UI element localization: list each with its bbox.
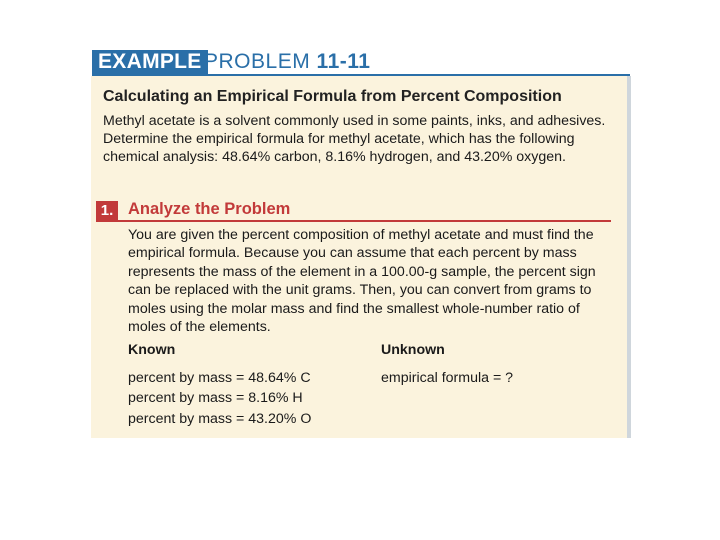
known-item-hydrogen: percent by mass = 8.16% H [128,390,303,406]
problem-number: 11-11 [316,50,371,73]
problem-intro [103,112,613,166]
known-heading: Known [128,342,176,358]
intro-text: Methyl acetate is a solvent commonly used in some paints, inks, and adhesives. Determine the empirical formula for methyl acetate, which has the following chemical analysis: 48.64% carbon, 8.16% hydrogen, and 43.20% oxygen. [103,113,606,165]
step-title: Analyze the Problem [128,200,291,218]
analysis-text: You are given the percent composition of methyl acetate and must find the empirical formula. Because you can assume that each percent by mass represents the mass of the element in a 100.00-g sample, the percent sign can be replaced with the unit grams. Then, you can convert from grams to moles using the molar mass and find the smallest whole-number ratio of moles of the elements. [128,227,596,336]
known-item-oxygen: percent by mass = 43.20% O [128,411,312,427]
problem-label [204,50,370,74]
analysis-block [128,226,618,336]
known-item-carbon: percent by mass = 48.64% C [128,370,311,386]
problem-title: Calculating an Empirical Formula from Percent Composition [103,88,562,105]
problem-word: PROBLEM [204,50,311,73]
step-rule [96,220,611,222]
example-badge: EXAMPLE [92,50,208,74]
step-number: 1. [96,201,118,220]
panel-edge [627,76,631,438]
unknown-heading: Unknown [381,342,445,358]
example-header [92,48,630,76]
unknown-item-formula: empirical formula = ? [381,370,514,386]
